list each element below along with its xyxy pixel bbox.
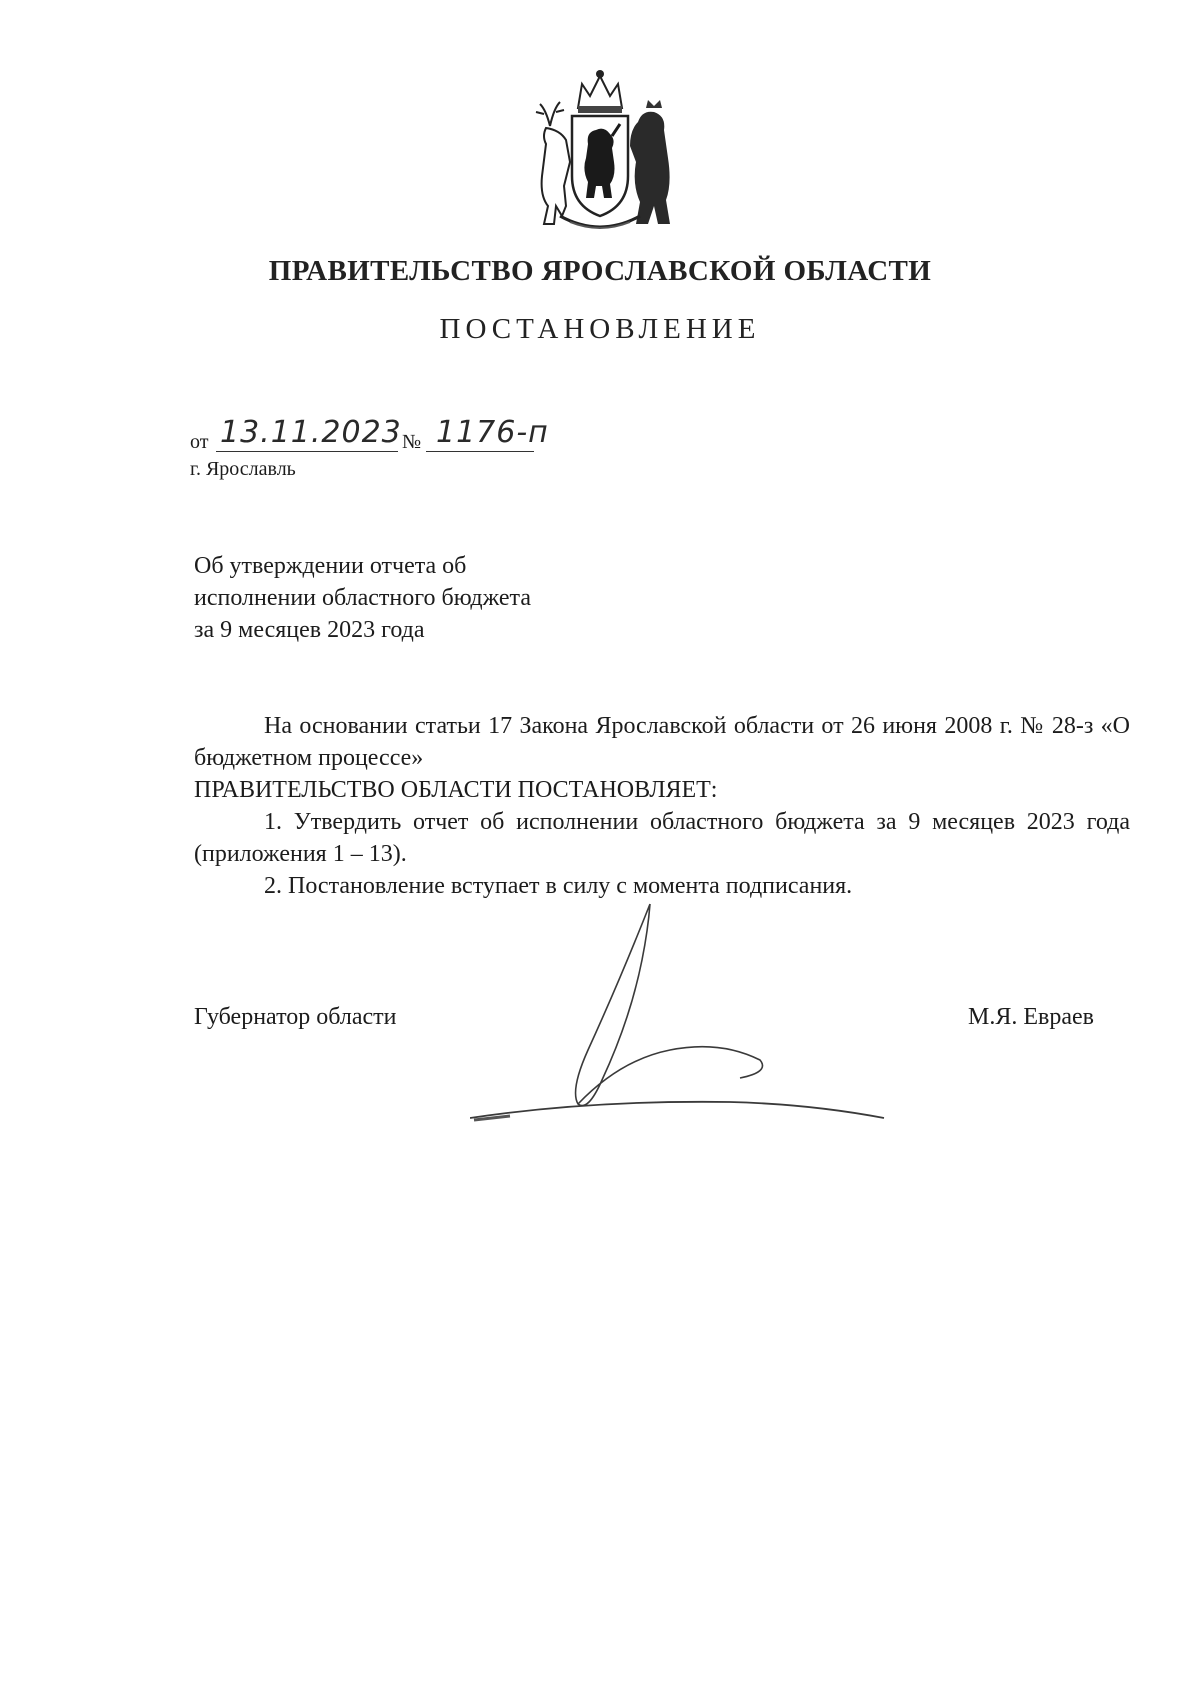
org-title: ПРАВИТЕЛЬСТВО ЯРОСЛАВСКОЙ ОБЛАСТИ <box>268 255 932 287</box>
place: г. Ярославль <box>190 458 296 480</box>
doc-type: ПОСТАНОВЛЕНИЕ <box>439 313 761 345</box>
subject-line: Об утверждении отчета об <box>194 553 467 579</box>
document-body <box>194 710 1130 902</box>
signatory-name: М.Я. Евраев <box>968 1004 1094 1030</box>
date-number-line <box>190 415 610 462</box>
preamble-paragraph: На основании статьи 17 Закона Ярославской области от 26 июня 2008 г. № 28-з «О бюджетном процессе» <box>194 713 1130 771</box>
signatory-position: Губернатор области <box>194 1004 397 1030</box>
number-prefix: № <box>402 431 422 453</box>
item-1: 1. Утвердить отчет об исполнении областного бюджета за 9 месяцев 2023 года (приложения 1 – 13). <box>194 809 1130 867</box>
number-underline <box>426 451 534 452</box>
handwritten-signature <box>470 900 890 1130</box>
item-2: 2. Постановление вступает в силу с момента подписания. <box>264 873 853 899</box>
number-value: 1176-п <box>436 415 549 450</box>
decree-heading: ПРАВИТЕЛЬСТВО ОБЛАСТИ ПОСТАНОВЛЯЕТ: <box>194 777 718 803</box>
date-prefix: от <box>190 431 209 453</box>
date-underline <box>216 451 398 452</box>
coat-of-arms-icon <box>520 66 680 234</box>
document-subject <box>194 550 694 646</box>
date-value: 13.11.2023 <box>220 415 402 450</box>
subject-line: исполнении областного бюджета <box>194 585 531 611</box>
subject-line: за 9 месяцев 2023 года <box>194 617 425 643</box>
